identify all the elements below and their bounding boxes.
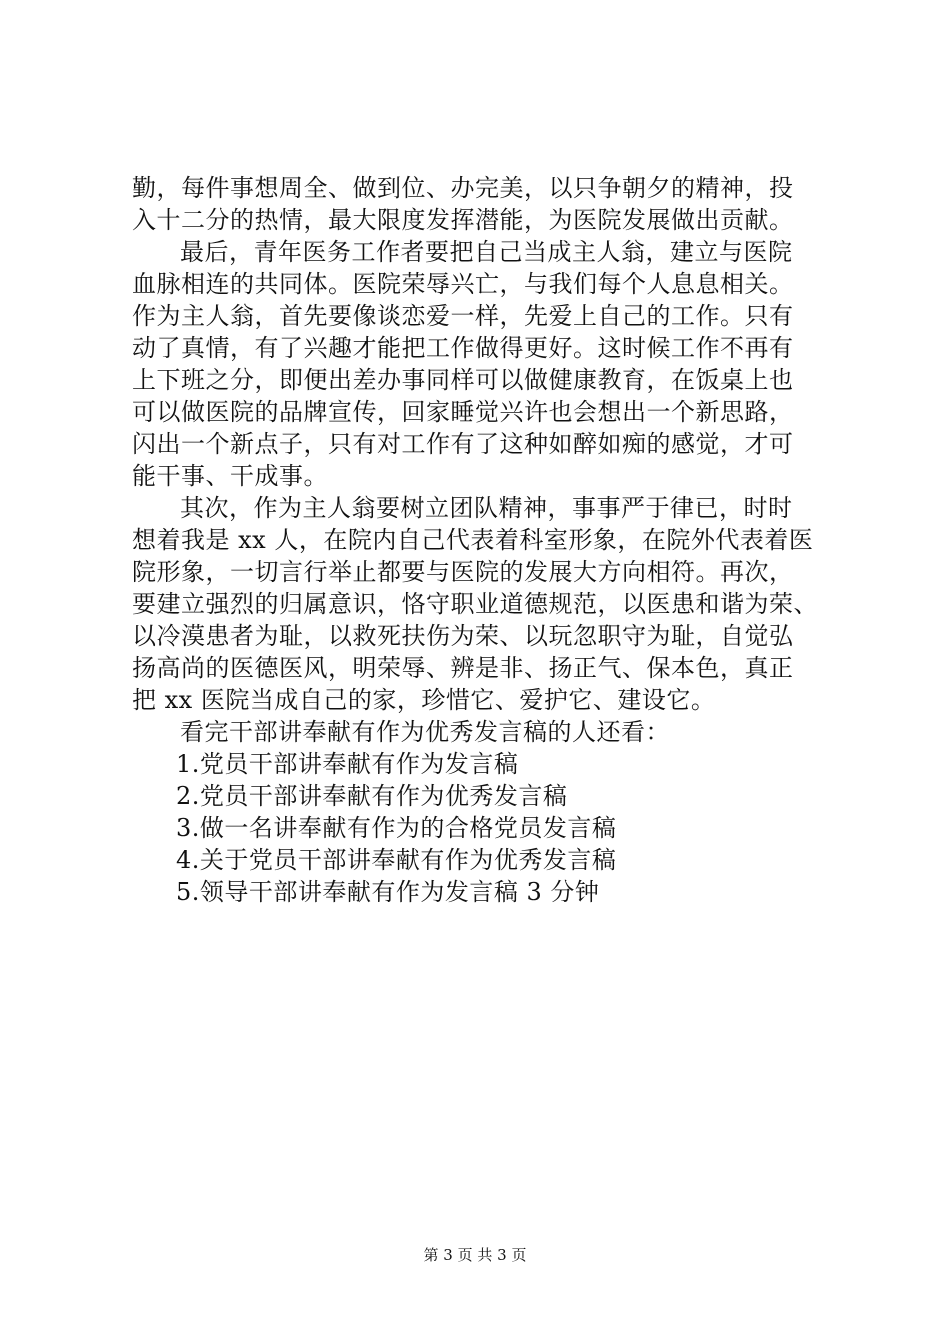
body-line: 入十二分的热情，最大限度发挥潜能，为医院发展做出贡献。 [132, 206, 794, 234]
body-line: 血脉相连的共同体。医院荣辱兴亡，与我们每个人息息相关。 [132, 270, 794, 298]
body-line: 作为主人翁，首先要像谈恋爱一样，先爱上自己的工作。只有 [132, 302, 794, 330]
body-line: 上下班之分，即便出差办事同样可以做健康教育，在饭桌上也 [132, 366, 794, 394]
related-link[interactable]: 4.关于党员干部讲奉献有作为优秀发言稿 [176, 846, 617, 874]
related-link[interactable]: 3.做一名讲奉献有作为的合格党员发言稿 [176, 814, 617, 842]
body-line: 动了真情，有了兴趣才能把工作做得更好。这时候工作不再有 [132, 334, 794, 362]
body-line: 闪出一个新点子，只有对工作有了这种如醉如痴的感觉，才可 [132, 430, 794, 458]
body-line: 能干事、干成事。 [132, 462, 328, 490]
related-link[interactable]: 2.党员干部讲奉献有作为优秀发言稿 [176, 782, 568, 810]
body-line: 把 xx 医院当成自己的家，珍惜它、爱护它、建设它。 [132, 686, 716, 714]
body-line: 要建立强烈的归属意识，恪守职业道德规范，以医患和谐为荣、 [132, 590, 818, 618]
body-line: 其次，作为主人翁要树立团队精神，事事严于律已，时时 [180, 494, 793, 522]
body-line: 勤，每件事想周全、做到位、办完美，以只争朝夕的精神，投 [132, 174, 794, 202]
related-link[interactable]: 5.领导干部讲奉献有作为发言稿 3 分钟 [176, 878, 600, 906]
body-line: 想着我是 xx 人，在院内自己代表着科室形象，在院外代表着医 [132, 526, 814, 554]
body-line: 扬高尚的医德医风，明荣辱、辨是非、扬正气、保本色，真正 [132, 654, 794, 682]
page-footer: 第 3 页 共 3 页 [423, 1246, 527, 1264]
body-line: 最后，青年医务工作者要把自己当成主人翁，建立与医院 [180, 238, 793, 266]
body-line: 院形象，一切言行举止都要与医院的发展大方向相符。再次， [132, 558, 794, 586]
document-body [132, 172, 832, 908]
related-heading: 看完干部讲奉献有作为优秀发言稿的人还看： [180, 718, 670, 746]
related-link[interactable]: 1.党员干部讲奉献有作为发言稿 [176, 750, 519, 778]
body-line: 可以做医院的品牌宣传，回家睡觉兴许也会想出一个新思路， [132, 398, 794, 426]
body-line: 以冷漠患者为耻，以救死扶伤为荣、以玩忽职守为耻，自觉弘 [132, 622, 794, 650]
